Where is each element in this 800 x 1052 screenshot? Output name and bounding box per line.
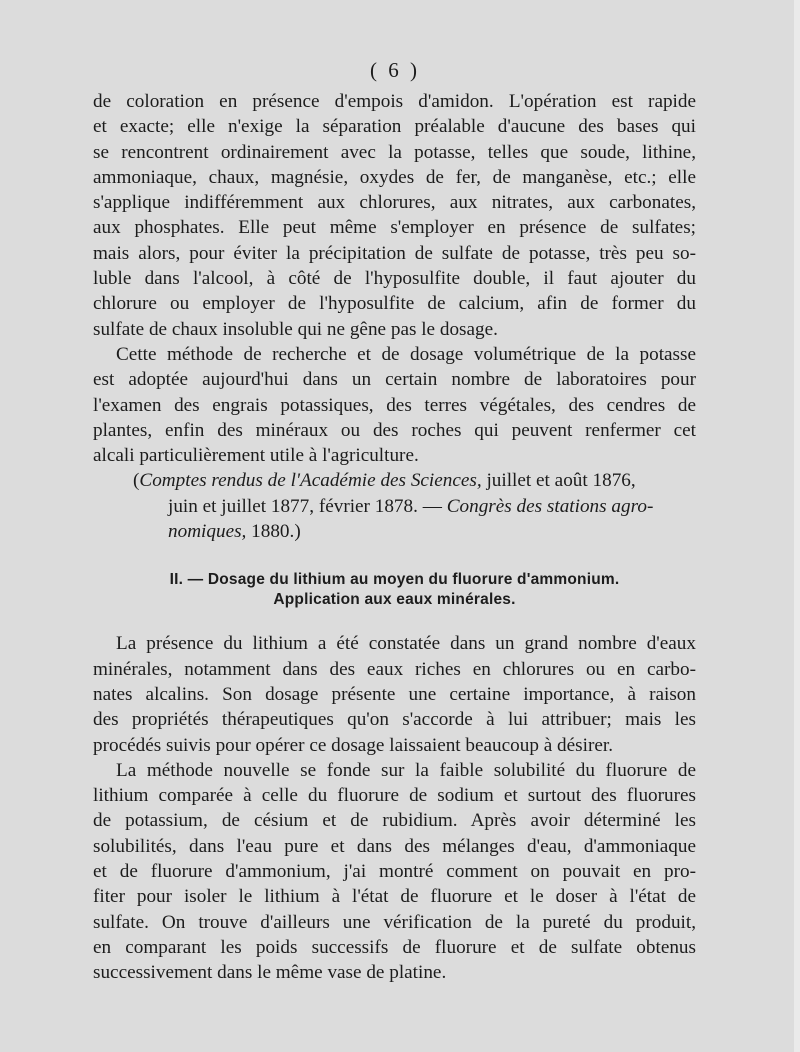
citation-dates: juin et juillet 1877, février 1878. — <box>168 495 447 517</box>
text-line: est adoptée aujourd'hui dans un certain nombre de laboratoires pour <box>93 369 696 391</box>
text-line: l'examen des engrais potassiques, des terres végétales, des cendres de <box>93 394 696 416</box>
text-line: lithium comparée à celle du fluorure de sodium et surtout des fluorures <box>93 785 696 807</box>
citation <box>133 468 696 544</box>
citation-line <box>133 468 696 493</box>
text-line: La présence du lithium a été constatée dans un grand nombre d'eaux <box>116 633 696 655</box>
text-line: mais alors, pour éviter la précipitation de sulfate de potasse, très peu so- <box>93 242 696 264</box>
text-line: procédés suivis pour opérer ce dosage laissaient beaucoup à désirer. <box>93 734 614 756</box>
text-line: de potassium, de césium et de rubidium. Après avoir déterminé les <box>93 810 696 832</box>
text-line: successivement dans le même vase de platine. <box>93 962 447 984</box>
citation-dates: juillet et août 1876, <box>481 470 636 492</box>
text-line: Cette méthode de recherche et de dosage volumétrique de la potasse <box>116 343 696 365</box>
text-line: fiter pour isoler le lithium à l'état de fluorure et le doser à l'état de <box>93 886 696 908</box>
paragraph-2 <box>93 342 696 468</box>
spacer <box>93 610 696 631</box>
citation-line <box>133 519 696 544</box>
text-line: en comparant les poids successifs de fluorure et de sulfate obtenus <box>93 936 696 958</box>
body-text <box>93 89 696 986</box>
citation-line <box>133 494 696 519</box>
text-line: aux phosphates. Elle peut même s'employer en présence de sulfates; <box>93 217 696 239</box>
paragraph-4 <box>93 758 696 986</box>
text-line: et exacte; elle n'exige la séparation préalable d'aucune des bases qui <box>93 116 696 138</box>
text-line: et de fluorure d'ammonium, j'ai montré comment on pouvait en pro- <box>93 861 696 883</box>
section-heading <box>93 570 696 610</box>
text-line: chlorure ou employer de l'hyposulfite de calcium, afin de former du <box>93 293 696 315</box>
text-line: sulfate de chaux insoluble qui ne gêne pas le dosage. <box>93 318 498 340</box>
citation-open: ( <box>133 470 140 492</box>
page-edge <box>794 0 800 1052</box>
text-line: de coloration en présence d'empois d'amidon. L'opération est rapide <box>93 91 696 112</box>
text-line: solubilités, dans l'eau pure et dans des mélanges d'eau, d'ammoniaque <box>93 835 696 857</box>
text-line: se rencontrent ordinairement avec la potasse, telles que soude, lithine, <box>93 141 696 163</box>
paragraph-3 <box>93 631 696 757</box>
citation-source: Comptes rendus de l'Académie des Sciences, <box>139 470 482 492</box>
text-line: luble dans l'alcool, à côté de l'hyposulfite double, il faut ajouter du <box>93 268 696 290</box>
text-line: nates alcalins. Son dosage présente une certaine importance, à raison <box>93 683 696 705</box>
text-line: ammoniaque, chaux, magnésie, oxydes de fer, de manganèse, etc.; elle <box>93 166 696 188</box>
text-line: La méthode nouvelle se fonde sur la faible solubilité du fluorure de <box>116 759 696 781</box>
text-line: des propriétés thérapeutiques qu'on s'accorde à lui attribuer; mais les <box>93 709 696 731</box>
text-line: minérales, notamment dans des eaux riches en chlorures ou en carbo- <box>93 658 696 680</box>
text-line: sulfate. On trouve d'ailleurs une vérification de la pureté du produit, <box>93 911 696 933</box>
text-line: plantes, enfin des minéraux ou des roches qui peuvent renfermer cet <box>93 419 696 441</box>
citation-source: Congrès des stations agro- <box>446 495 654 517</box>
section-heading-line: II. — Dosage du lithium au moyen du fluorure d'ammonium. <box>169 571 620 589</box>
citation-source: nomiques, <box>168 521 247 543</box>
section-heading-line: Application aux eaux minérales. <box>273 591 516 609</box>
paragraph-1 <box>93 89 696 342</box>
text-line: s'applique indifféremment aux chlorures, aux nitrates, aux carbonates, <box>93 192 696 214</box>
citation-dates: 1880.) <box>246 521 301 543</box>
page-number: ( 6 ) <box>370 58 420 82</box>
text-line: alcali particulièrement utile à l'agriculture. <box>93 445 419 467</box>
